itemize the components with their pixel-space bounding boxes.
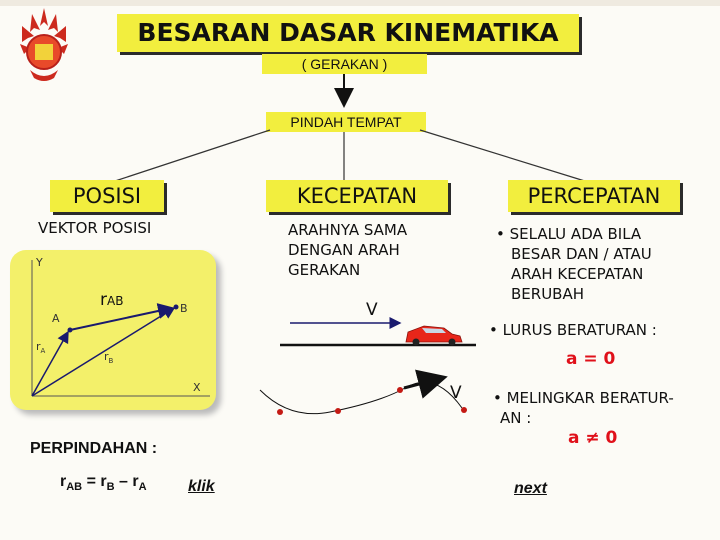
- page-title: BESARAN DASAR KINEMATIKA: [117, 14, 579, 52]
- kecepatan-desc-line3: GERAKAN: [288, 261, 361, 279]
- perpindahan-title: PERPINDAHAN :: [30, 440, 158, 457]
- curve-dot-1: [277, 409, 283, 415]
- line-to-percepatan: [420, 130, 588, 182]
- equation-a-not-zero: a ≠ 0: [568, 428, 618, 448]
- curve-dot-4: [461, 407, 467, 413]
- axis-y-label: Y: [36, 256, 43, 269]
- axis-x-label: X: [193, 381, 201, 394]
- vector-diagram: [10, 250, 220, 415]
- equation-a-zero: a = 0: [566, 349, 616, 369]
- kecepatan-desc-line1: ARAHNYA SAMA: [288, 221, 408, 239]
- rb-label: $r_B$: [104, 350, 114, 366]
- point-b-label: B: [180, 302, 188, 315]
- velocity-label-curve: V: [450, 383, 462, 403]
- curve-dot-3: [397, 387, 403, 393]
- velocity-label-straight: V: [366, 300, 378, 320]
- rab-label: rAB: [100, 290, 124, 310]
- perpindahan-formula: $r_{AB} = r_B - r_A$: [60, 473, 147, 494]
- category-posisi: POSISI: [50, 180, 164, 212]
- percepatan-b1-line3: ARAH KECEPATAN: [511, 265, 644, 283]
- percepatan-b1-line4: BERUBAH: [511, 285, 585, 303]
- point-a-label: A: [52, 312, 60, 325]
- point-a-dot: [68, 328, 73, 333]
- posisi-description: VEKTOR POSISI: [38, 219, 152, 237]
- curved-path: [260, 382, 462, 413]
- percepatan-b3-line2: AN :: [500, 409, 532, 427]
- percepatan-b3-line1: • MELINGKAR BERATUR-: [493, 389, 674, 407]
- line-to-posisi: [112, 130, 270, 182]
- node-pindah-tempat: PINDAH TEMPAT: [266, 112, 426, 132]
- point-b-dot: [174, 305, 179, 310]
- percepatan-b1-line1: • SELALU ADA BILA: [496, 225, 642, 243]
- curve-dot-2: [335, 408, 341, 414]
- ra-label: $r_A$: [36, 340, 46, 356]
- klik-link[interactable]: klik: [188, 478, 215, 495]
- category-percepatan: PERCEPATAN: [508, 180, 680, 212]
- car-icon: [406, 326, 462, 346]
- kecepatan-desc-line2: DENGAN ARAH: [288, 241, 400, 259]
- velocity-arrow-curve: [404, 378, 442, 388]
- subtitle-gerakan: ( GERAKAN ): [262, 54, 427, 74]
- percepatan-b2: • LURUS BERATURAN :: [489, 321, 657, 339]
- percepatan-b1-line2: BESAR DAN / ATAU: [511, 245, 652, 263]
- category-kecepatan: KECEPATAN: [266, 180, 448, 212]
- next-link[interactable]: next: [514, 480, 547, 497]
- velocity-diagram: [230, 300, 490, 430]
